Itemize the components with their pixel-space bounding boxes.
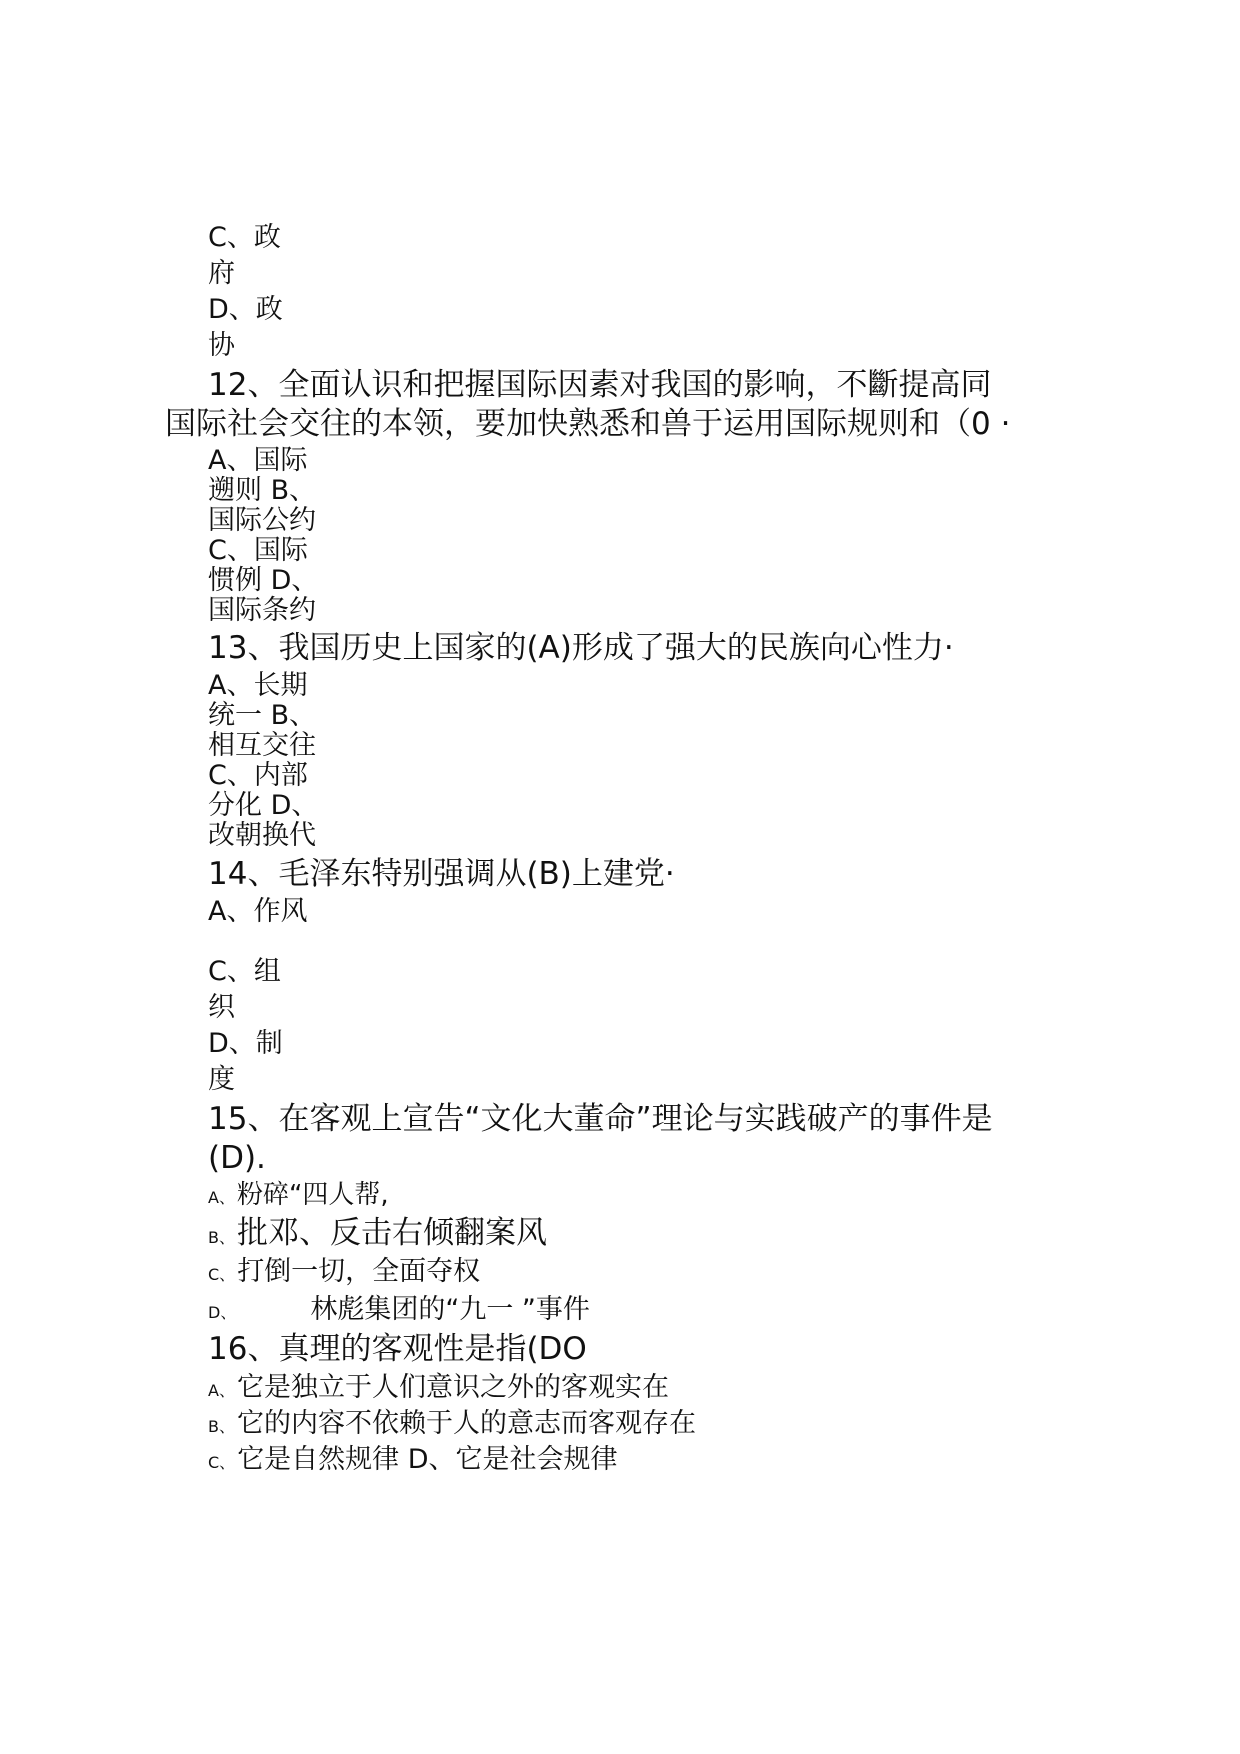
q13-option-line: 统一 B、 xyxy=(208,700,317,731)
q16-option-c xyxy=(208,1446,618,1473)
q11-option-c-line-2: 府 xyxy=(208,258,235,289)
q14-option-c-line-2: 织 xyxy=(208,992,235,1023)
q13-option-line: 相互交往 xyxy=(208,730,316,761)
q15-stem-line-2: (D). xyxy=(208,1140,266,1176)
q16-stem: 16、真理的客观性是指(DO xyxy=(208,1331,587,1367)
q12-stem-line-2: 国际社会交往的本领，要加快熟悉和兽于运用国际规则和（0 · xyxy=(165,406,1011,442)
q13-option-line: A、长期 xyxy=(208,670,308,701)
q14-stem: 14、毛泽东特别强调从(B)上建党· xyxy=(208,856,675,892)
q12-option-line: C、国际 xyxy=(208,535,308,566)
q13-stem: 13、我国历史上国家的(A)形成了强大的民族向心性力· xyxy=(208,630,954,666)
q11-option-c-line-1: C、政 xyxy=(208,222,281,253)
q16-option-a xyxy=(208,1374,669,1401)
q15-option-a-letter: A、 xyxy=(208,1188,235,1207)
q15-option-c-text: 打倒一切，全面夺权 xyxy=(237,1256,481,1287)
q16-option-a-letter: A、 xyxy=(208,1381,235,1400)
q15-option-c xyxy=(208,1258,480,1285)
q13-option-line: 改朝换代 xyxy=(208,820,316,851)
q11-option-d-line-1: D、政 xyxy=(208,294,283,325)
q16-option-b-letter: B、 xyxy=(208,1417,235,1436)
q12-option-line: 遡则 B、 xyxy=(208,475,317,506)
q15-option-d-text: 林彪集团的“九一 ”事件 xyxy=(310,1294,590,1325)
q16-option-b-text: 它的内容不依赖于人的意志而客观存在 xyxy=(236,1408,696,1439)
q15-option-d xyxy=(208,1296,590,1323)
q16-option-b xyxy=(208,1410,696,1437)
q12-option-line: 国际公约 xyxy=(208,505,316,536)
q12-option-line: 惯例 D、 xyxy=(208,565,319,596)
q12-option-line: A、国际 xyxy=(208,445,308,476)
q15-stem-line-1: 15、在客观上宣告“文化大董命”理论与实践破产的事件是 xyxy=(208,1101,993,1137)
q11-option-d-line-2: 协 xyxy=(208,330,235,361)
q16-option-c-text: 它是自然规律 D、它是社会规律 xyxy=(237,1444,618,1475)
q14-option-d-line-2: 度 xyxy=(208,1064,235,1095)
q15-option-b-text: 批邓、反击右倾翻案风 xyxy=(236,1215,547,1251)
q16-option-a-text: 它是独立于人们意识之外的客观实在 xyxy=(236,1372,669,1403)
q15-option-c-letter: C、 xyxy=(208,1265,236,1284)
q15-option-b xyxy=(208,1215,547,1251)
q13-option-line: 分化 D、 xyxy=(208,790,319,821)
q12-stem-line-1: 12、全面认识和把握国际因素对我国的影响，不斷提高同 xyxy=(208,367,992,403)
q15-option-a-text: 粉碎“四人帮, xyxy=(236,1180,389,1210)
q15-option-a xyxy=(208,1182,389,1208)
q13-option-line: C、内部 xyxy=(208,760,308,791)
q14-option-c-line-1: C、组 xyxy=(208,956,281,987)
q16-option-c-letter: C、 xyxy=(208,1453,236,1472)
q14-option-d-line-1: D、制 xyxy=(208,1028,283,1059)
q15-option-b-letter: B、 xyxy=(208,1228,235,1247)
q14-option-a: A、作风 xyxy=(208,896,308,927)
q12-option-line: 国际条约 xyxy=(208,595,316,626)
q15-option-d-letter: D、 xyxy=(208,1303,237,1322)
